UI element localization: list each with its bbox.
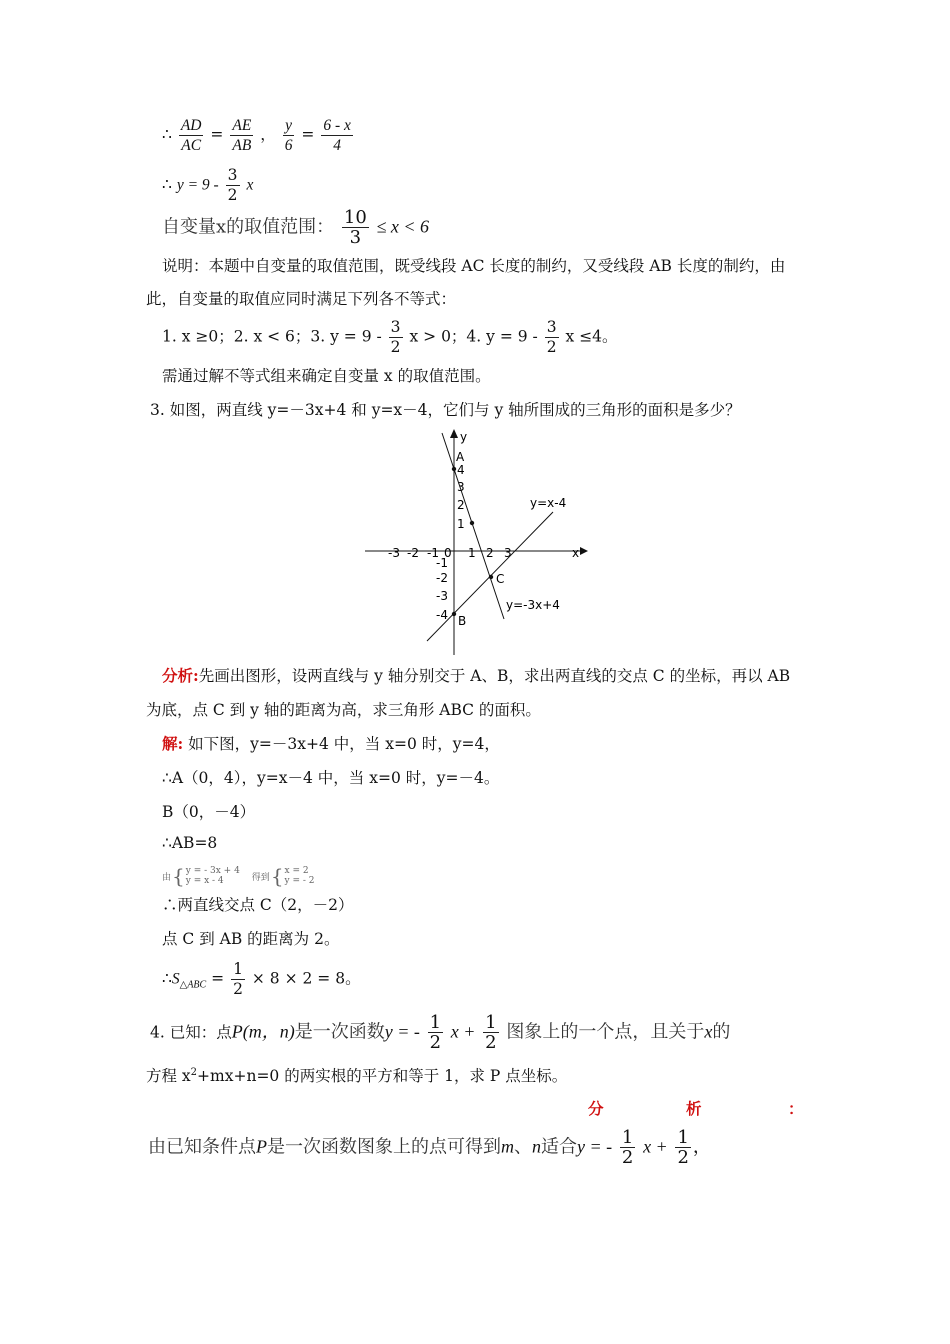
line-graph [360, 425, 590, 660]
ratio-line: ∴ $\frac{AD}{AC}$ = $\frac{AE}{AB}$ ， $\frac{y}{6}$ = $\frac{6 - x}{4}$ [162, 117, 351, 154]
point-b [452, 612, 456, 616]
solution-line-6: 点 C 到 AB 的距离为 2。 [162, 930, 340, 948]
fraction-6-x-4: $\frac{6 - x}{4}$ [323, 117, 351, 154]
y-tick-label: 4 [457, 463, 465, 477]
inequality-line: 1. x ≥0；2. x < 6；3. y = 9 - $\frac{3}{2}$ x > 0；4. y = 9 - $\frac{3}{2}$ x ≤4。 [162, 318, 618, 356]
fraction-1-2: $\frac{1}{2}$ [233, 960, 243, 998]
y-tick-label: 2 [457, 498, 465, 512]
line1-label: y=x-4 [530, 496, 567, 510]
last-line: 由已知条件点P是一次函数图象上的点可得到m、n适合y = - $\frac{1}{2}$ x + $\frac{1}{2}$ ， [148, 1127, 711, 1168]
x-tick-label: -3 [388, 546, 400, 560]
point-one [470, 521, 474, 525]
solution-line-1: 解: 如下图，y=－3x+4 中，当 x=0 时，y=4， [162, 734, 500, 753]
x-tick-label: -2 [407, 546, 419, 560]
x-tick-label: 2 [486, 546, 494, 560]
fraction-y-6: $\frac{y}{6}$ [284, 117, 293, 154]
therefore-symbol: ∴ [162, 125, 172, 144]
note-line-1: 说明：本题中自变量的取值范围，既受线段 AC 长度的制约，又受线段 AB 长度的制约，由 [162, 257, 786, 275]
y-axis-label: y [460, 430, 468, 444]
solution-line-4: ∴AB=8 [162, 834, 218, 852]
fraction-1-2: $\frac{1}{2}$ [429, 1012, 442, 1053]
area-line: $\therefore S_{\triangle ABC}$ = $\frac{1}{2}$ × 8 × 2 = 8。 [162, 960, 361, 998]
y-axis-arrow-icon [450, 429, 458, 438]
note-line-2: 此，自变量的取值应同时满足下列各不等式： [146, 290, 457, 308]
fraction-1-2: $\frac{1}{2}$ [485, 1012, 497, 1053]
fraction-1-2: $\frac{1}{2}$ [621, 1127, 634, 1168]
y-tick-label: 3 [457, 480, 465, 494]
fraction-1-2: $\frac{1}{2}$ [677, 1127, 689, 1168]
analysis-line-2: 为底，点 C 到 y 轴的距离为高，求三角形 ABC 的面积。 [146, 701, 541, 719]
equation-system: 由 { y = - 3x + 4 y = x - 4 得到 { x = 2 y = - 2 [162, 864, 315, 888]
point-a [452, 467, 456, 471]
line-y-minus-3x-plus-4 [442, 433, 504, 619]
y-tick-label: -1 [436, 556, 448, 570]
y-tick-label: 1 [457, 517, 465, 531]
fraction-3-2: $\frac{3}{2}$ [390, 318, 401, 356]
x-axis-label: x [572, 546, 580, 560]
question-4-line-1: 4. 已知：点P(m，n)是一次函数y = - $\frac{1}{2}$ x + $\frac{1}{2}$ 图象上的一个点，且关于x的 [150, 1012, 731, 1053]
x-tick-label: 3 [504, 546, 512, 560]
point-c [489, 575, 493, 579]
range-line: 自变量x的取值范围： $\frac{10}{3}$ ≤ x < 6 [162, 207, 430, 248]
y-tick-label: -4 [436, 608, 448, 622]
y-tick-label: -2 [436, 571, 448, 585]
label-a: A [456, 450, 465, 464]
y-tick-label: -3 [436, 589, 448, 603]
label-c: C [496, 572, 505, 586]
fraction-10-3: $\frac{10}{3}$ [343, 207, 367, 248]
fraction-3-2: $\frac{3}{2}$ [227, 166, 238, 204]
x-tick-label: 0 [444, 546, 452, 560]
solution-line-5: ∴两直线交点 C（2，－2） [162, 896, 354, 914]
need-line: 需通过解不等式组来确定自变量 x 的取值范围。 [162, 367, 491, 385]
label-b: B [458, 614, 467, 628]
x-tick-label: 1 [468, 546, 476, 560]
solution-line-2: ∴A（0，4），y=x－4 中，当 x=0 时，y=－4。 [162, 769, 500, 787]
solution-label: 解: [162, 734, 184, 753]
fraction-ad-ac: $\frac{AD}{AC}$ [180, 117, 202, 154]
analysis-label: 分析: [162, 666, 199, 685]
y-expression-line: ∴ y = 9 - $\frac{3}{2}$ x [162, 166, 254, 204]
line2-label: y=-3x+4 [506, 598, 560, 612]
question-3: 3. 如图，两直线 y=－3x+4 和 y=x－4，它们与 y 轴所围成的三角形的面积是多少？ [150, 401, 741, 419]
x-axis-arrow-icon [580, 547, 588, 555]
question-4-line-2: 方程 $x^2+mx+n=0$ 的两实根的平方和等于 1，求 P 点坐标。 [146, 1066, 568, 1085]
x-tick-labels [388, 546, 512, 560]
x-tick-label: -1 [427, 546, 439, 560]
fraction-3-2: $\frac{3}{2}$ [546, 318, 557, 356]
analysis-line-1: 分析:先画出图形，设两直线与 y 轴分别交于 A、B，求出两直线的交点 C 的坐标，再以 AB [162, 666, 791, 685]
solution-line-3: B（0，－4） [162, 803, 256, 821]
fraction-ae-ab: $\frac{AE}{AB}$ [232, 117, 252, 154]
